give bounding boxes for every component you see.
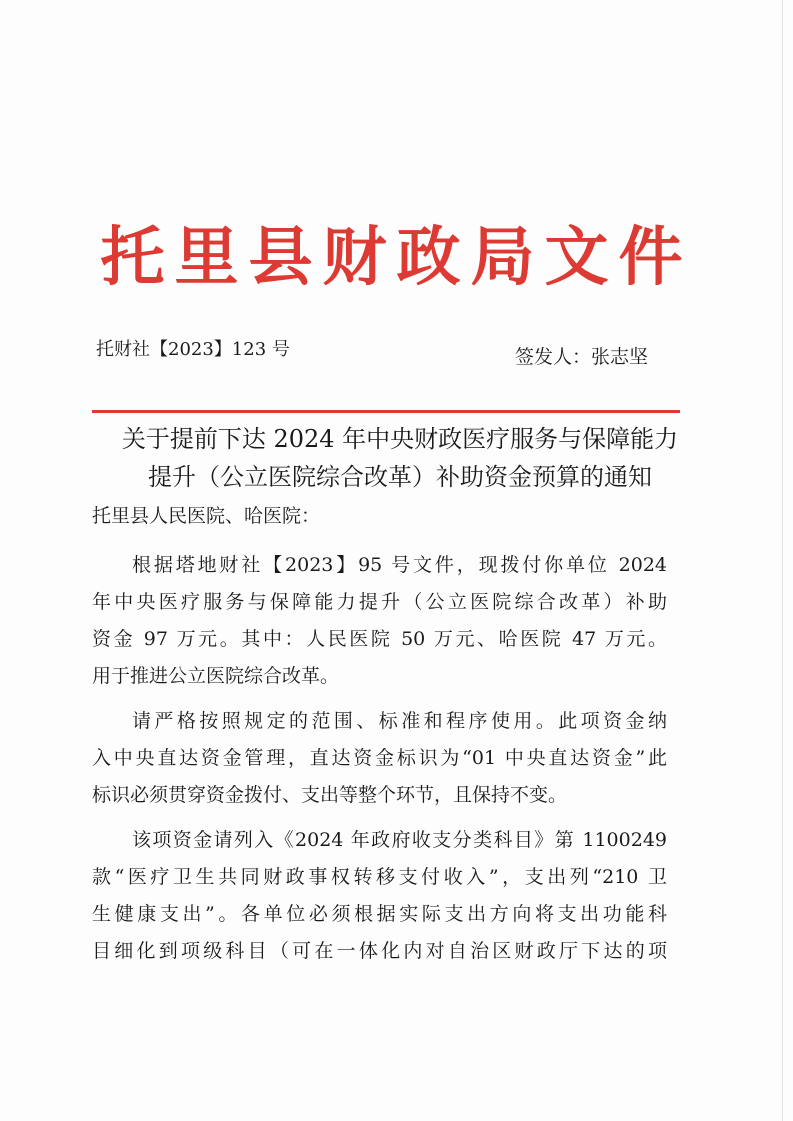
text-line: 请严格按照规定的范围、标准和程序使用。此项资金纳 <box>132 710 667 732</box>
paragraph <box>92 547 667 695</box>
notice-title-line: 关于提前下达 2024 年中央财政医疗服务与保障能力 <box>121 425 679 453</box>
text-line: 生健康支出”。各单位必须根据实际支出方向将支出功能科 <box>92 903 667 925</box>
text-line: 年中央医疗服务与保障能力提升（公立医院综合改革）补助 <box>92 591 667 613</box>
document-number: 托财社【2023】123 号 <box>96 339 290 360</box>
text-line: 入中央直达资金管理，直达资金标识为“01 中央直达资金”此 <box>92 747 667 769</box>
body-text <box>92 547 667 978</box>
text-line: 资金 97 万元。其中：人民医院 50 万元、哈医院 47 万元。 <box>92 628 667 650</box>
red-separator-line <box>92 410 680 413</box>
notice-title-line: 提升（公立医院综合改革）补助资金预算的通知 <box>148 463 652 491</box>
page-edge-line <box>782 0 783 1121</box>
text-line: 目细化到项级科目（可在一体化内对自治区财政厅下达的项 <box>92 940 667 962</box>
issuing-authority-title: 托里县财政局文件 <box>100 220 693 295</box>
text-line: 根据塔地财社【2023】95 号文件，现拨付你单位 2024 <box>132 554 667 576</box>
text-line: 标识必须贯穿资金拨付、支出等整个环节，且保持不变。 <box>92 784 568 806</box>
text-line: 款“医疗卫生共同财政事权转移支付收入”，支出列“210 卫 <box>92 866 667 888</box>
red-separator-bar <box>92 410 680 413</box>
text-line: 用于推进公立医院综合改革。 <box>92 665 340 687</box>
notice-title <box>80 420 720 496</box>
paragraph <box>92 822 667 970</box>
paragraph <box>92 703 667 814</box>
text-line: 该项资金请列入《2024 年政府收支分类科目》第 1100249 <box>132 829 667 851</box>
addressee: 托里县人民医院、哈医院： <box>92 505 321 527</box>
signer: 签发人：张志坚 <box>514 346 648 368</box>
